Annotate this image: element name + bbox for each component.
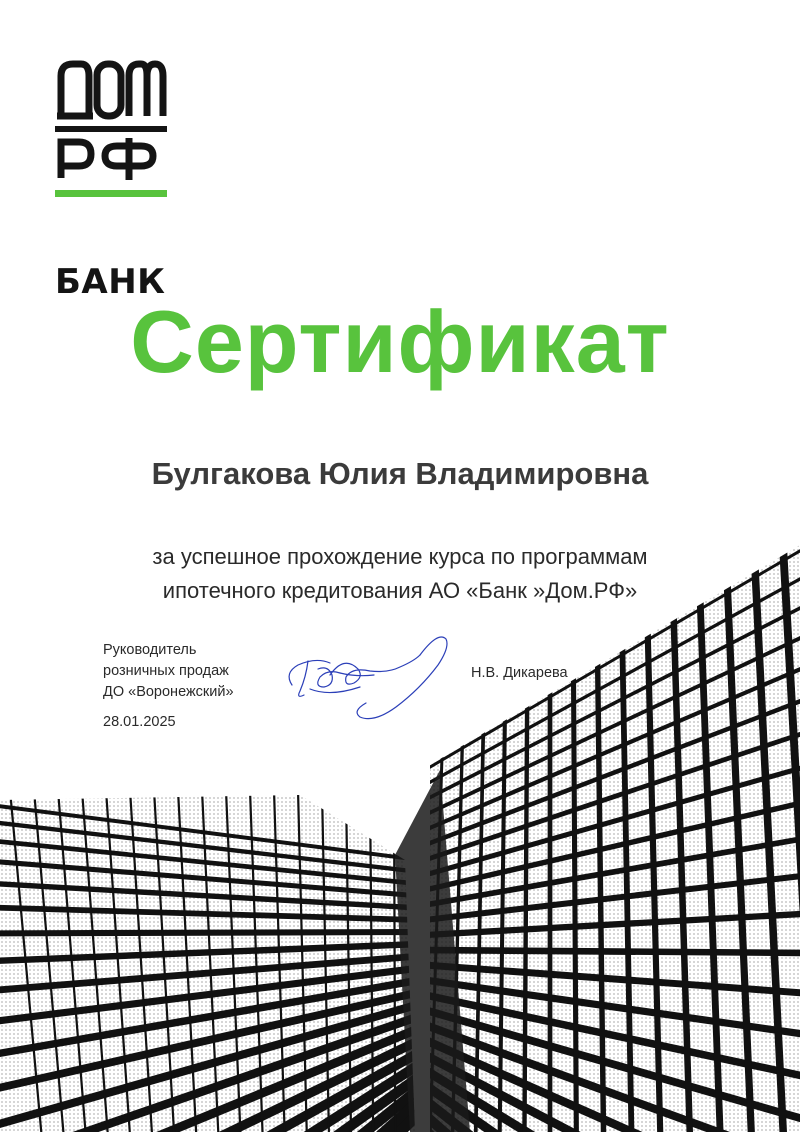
issue-date: 28.01.2025 bbox=[103, 714, 176, 730]
signer-position-line-1: Руководитель bbox=[103, 642, 197, 658]
handwritten-signature bbox=[270, 625, 460, 725]
reason-line-1: за успешное прохождение курса по программам bbox=[152, 544, 648, 569]
logo-accent-bar bbox=[55, 190, 167, 197]
building-line bbox=[394, 790, 395, 1132]
logo-bank-text: БАНК bbox=[55, 262, 166, 302]
signer-position-line-3: ДО «Воронежский» bbox=[103, 684, 234, 700]
reason-line-2: ипотечного кредитования АО «Банк »Дом.РФ» bbox=[162, 578, 638, 603]
signer-name: Н.В. Дикарева bbox=[471, 665, 568, 681]
signer-position-line-2: розничных продаж bbox=[103, 663, 229, 679]
dom-rf-logo-mark bbox=[55, 58, 167, 254]
signer-position bbox=[103, 640, 234, 703]
certificate-title: Сертификат bbox=[130, 292, 670, 391]
dom-rf-bank-logo bbox=[55, 58, 167, 302]
certificate-reason bbox=[0, 540, 800, 608]
building-line bbox=[0, 932, 420, 933]
recipient-name: Булгакова Юлия Владимировна bbox=[151, 456, 649, 491]
